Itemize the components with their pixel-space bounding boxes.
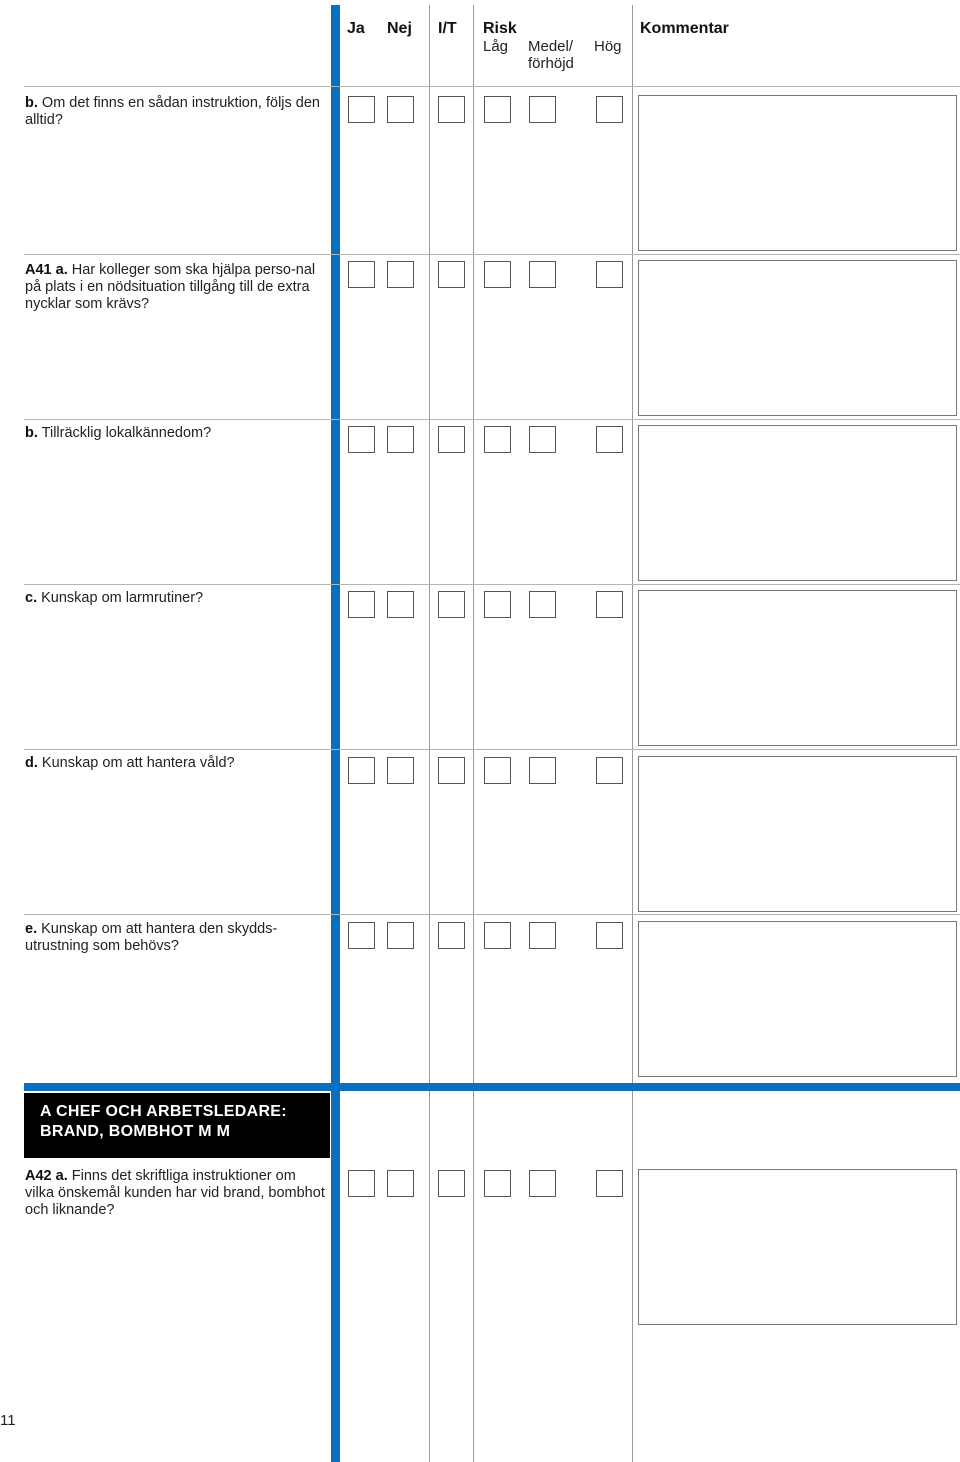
checkbox-it[interactable]	[438, 1170, 465, 1197]
checkbox-risk-lag[interactable]	[484, 922, 511, 949]
checkbox-ja[interactable]	[348, 922, 375, 949]
comment-field[interactable]	[638, 425, 957, 581]
checkbox-risk-hog[interactable]	[596, 426, 623, 453]
blue-vertical-rule	[331, 5, 340, 1462]
checkbox-ja[interactable]	[348, 426, 375, 453]
checkbox-nej[interactable]	[387, 591, 414, 618]
header-ja: Ja	[347, 20, 365, 37]
header-hog: Hög	[594, 38, 622, 55]
checkbox-risk-medel[interactable]	[529, 591, 556, 618]
comment-field[interactable]	[638, 95, 957, 251]
comment-field[interactable]	[638, 1169, 957, 1325]
checkbox-risk-medel[interactable]	[529, 922, 556, 949]
header-kommentar: Kommentar	[640, 20, 729, 37]
page-number: 11	[0, 1412, 16, 1429]
checkbox-it[interactable]	[438, 261, 465, 288]
checkbox-nej[interactable]	[387, 757, 414, 784]
header-lag: Låg	[483, 38, 509, 55]
checkbox-it[interactable]	[438, 96, 465, 123]
checkbox-risk-lag[interactable]	[484, 1170, 511, 1197]
checkbox-nej[interactable]	[387, 261, 414, 288]
checkbox-ja[interactable]	[348, 591, 375, 618]
comment-field[interactable]	[638, 921, 957, 1077]
checkbox-risk-hog[interactable]	[596, 1170, 623, 1197]
row-separator	[24, 584, 960, 585]
question-text: c. Kunskap om larmrutiner?	[25, 590, 204, 606]
comment-field[interactable]	[638, 260, 957, 416]
checkbox-risk-medel[interactable]	[529, 757, 556, 784]
header-forhojd: förhöjd	[528, 55, 574, 72]
checkbox-risk-medel[interactable]	[529, 261, 556, 288]
row-separator	[24, 419, 960, 420]
checkbox-risk-medel[interactable]	[529, 426, 556, 453]
checkbox-nej[interactable]	[387, 96, 414, 123]
checkbox-risk-hog[interactable]	[596, 261, 623, 288]
question-text: d. Kunskap om att hantera våld?	[25, 755, 235, 771]
section-heading-line2: BRAND, BOMBHOT M M	[40, 1123, 231, 1140]
checkbox-risk-lag[interactable]	[484, 261, 511, 288]
question-text: A41 a. Har kolleger som ska hjälpa perso-nal på plats i en nödsituation tillgång till de extra nycklar som krävs?	[25, 262, 316, 312]
question-text: b. Om det finns en sådan instruktion, följs den alltid?	[25, 95, 320, 128]
checkbox-ja[interactable]	[348, 96, 375, 123]
checkbox-ja[interactable]	[348, 1170, 375, 1197]
question-text: e. Kunskap om att hantera den skydds-utrustning som behövs?	[25, 921, 278, 954]
row-separator	[24, 749, 960, 750]
row-separator	[24, 254, 960, 255]
checkbox-risk-hog[interactable]	[596, 922, 623, 949]
row-separator	[24, 914, 960, 915]
checkbox-risk-lag[interactable]	[484, 426, 511, 453]
comment-field[interactable]	[638, 756, 957, 912]
checkbox-risk-hog[interactable]	[596, 591, 623, 618]
column-divider	[632, 5, 633, 1462]
header-medel: Medel/	[528, 38, 574, 55]
checkbox-risk-medel[interactable]	[529, 1170, 556, 1197]
checkbox-it[interactable]	[438, 757, 465, 784]
checkbox-it[interactable]	[438, 591, 465, 618]
checkbox-it[interactable]	[438, 426, 465, 453]
checkbox-it[interactable]	[438, 922, 465, 949]
question-text: A42 a. Finns det skriftliga instruktioner om vilka önskemål kunden har vid brand, bombhot och liknande?	[25, 1168, 325, 1218]
header-it: I/T	[438, 20, 457, 37]
checkbox-risk-hog[interactable]	[596, 96, 623, 123]
checkbox-ja[interactable]	[348, 261, 375, 288]
section-heading-line1: A CHEF OCH ARBETSLEDARE:	[40, 1103, 287, 1120]
checkbox-ja[interactable]	[348, 757, 375, 784]
checkbox-risk-lag[interactable]	[484, 96, 511, 123]
blue-horizontal-rule	[24, 1083, 960, 1091]
section-heading	[24, 1093, 330, 1158]
checkbox-risk-lag[interactable]	[484, 757, 511, 784]
header-risk: Risk	[483, 20, 517, 37]
checkbox-nej[interactable]	[387, 1170, 414, 1197]
header-nej: Nej	[387, 20, 412, 37]
checkbox-nej[interactable]	[387, 426, 414, 453]
comment-field[interactable]	[638, 590, 957, 746]
checkbox-risk-hog[interactable]	[596, 757, 623, 784]
question-text: b. Tillräcklig lokalkännedom?	[25, 425, 212, 441]
row-separator	[24, 86, 960, 87]
checkbox-risk-medel[interactable]	[529, 96, 556, 123]
column-divider	[473, 5, 474, 1462]
checkbox-nej[interactable]	[387, 922, 414, 949]
checkbox-risk-lag[interactable]	[484, 591, 511, 618]
column-divider	[429, 5, 430, 1462]
